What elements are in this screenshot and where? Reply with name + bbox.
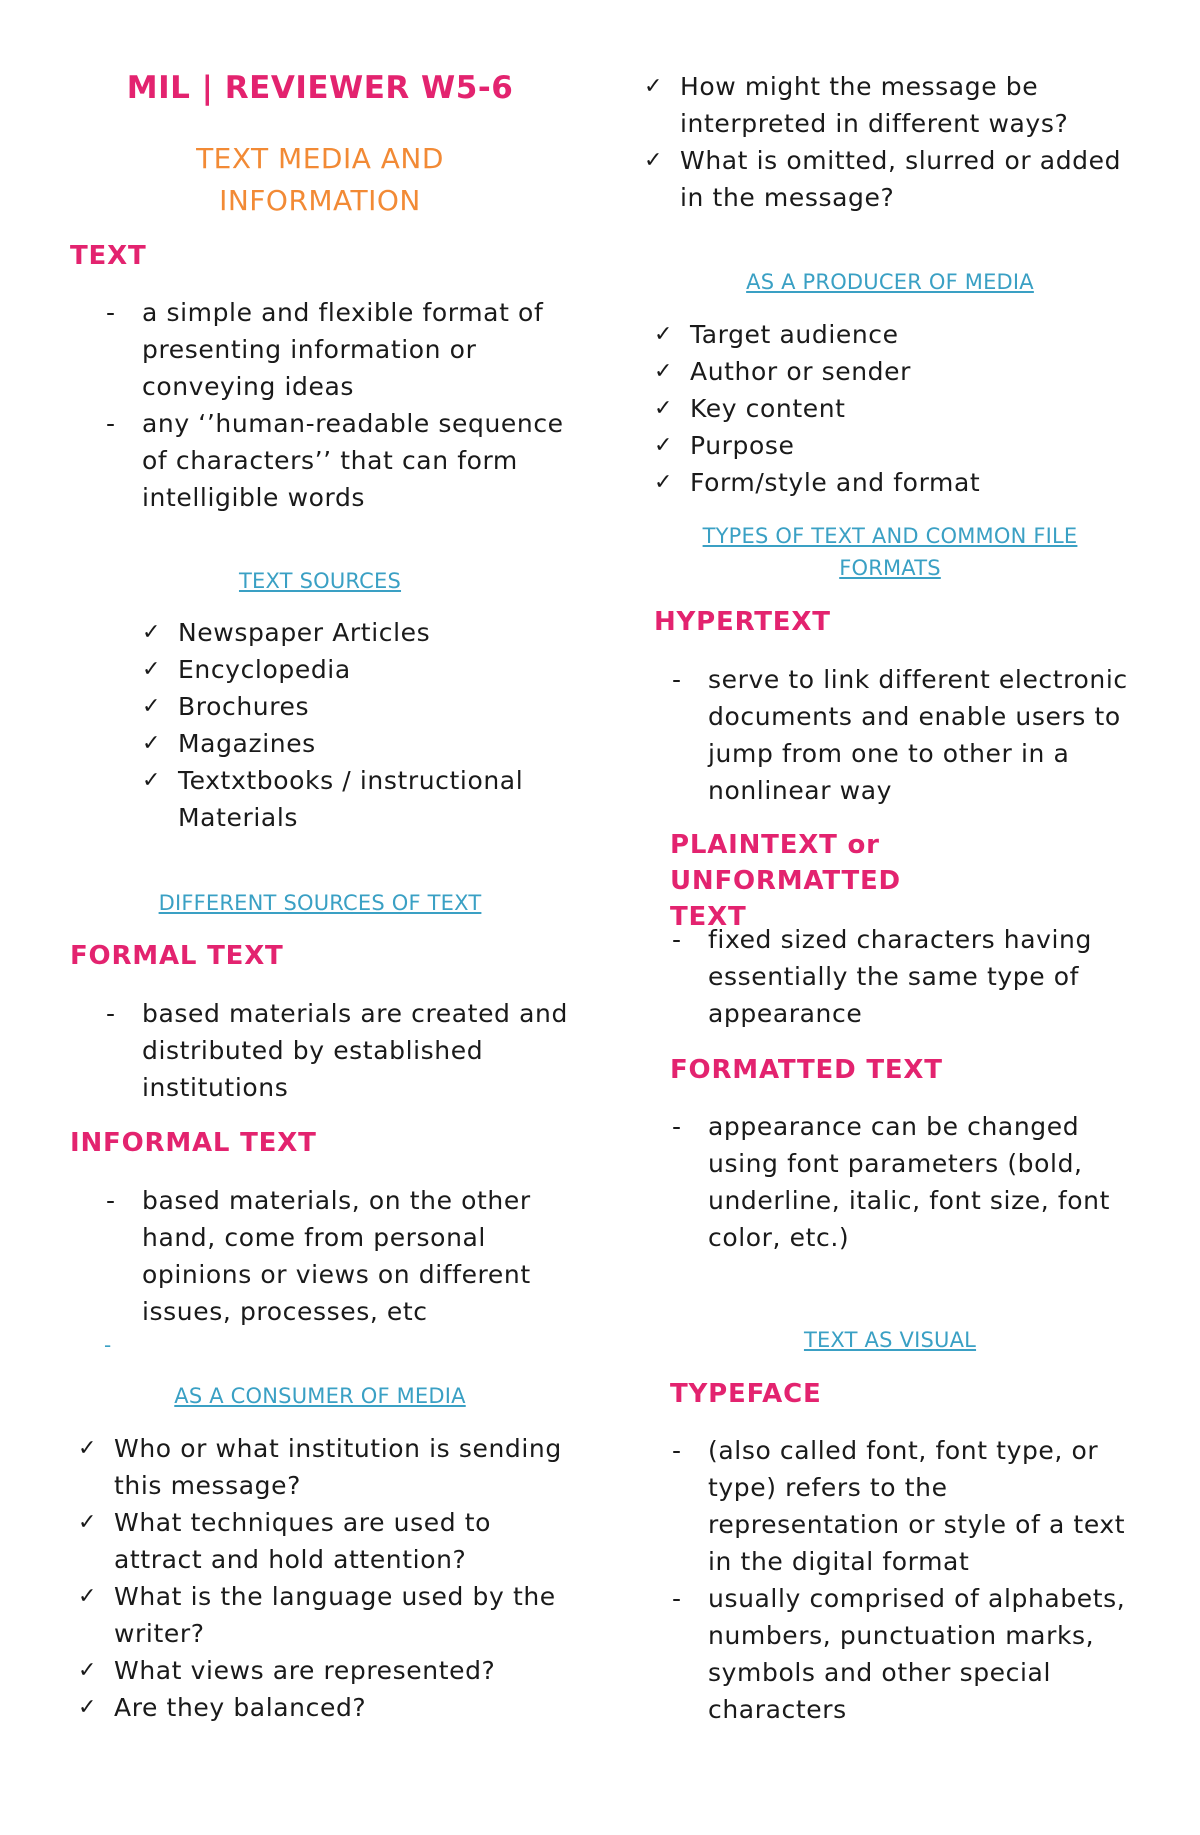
list-item: ✓ Brochures <box>178 688 588 725</box>
list-item: ✓ What views are represented? <box>114 1652 584 1689</box>
list-item: ✓ What is omitted, slurred or added in the message? <box>680 142 1130 216</box>
dash-bullet: - <box>106 298 116 327</box>
list-item: - a simple and flexible format of presenting information or conveying ideas <box>142 294 582 405</box>
check-icon: ✓ <box>654 396 674 421</box>
list-item: ✓ Encyclopedia <box>178 651 588 688</box>
section-link-producer[interactable]: AS A PRODUCER OF MEDIA <box>746 270 1034 294</box>
list-item: ✓ Are they balanced? <box>114 1689 584 1726</box>
section-link-consumer[interactable]: AS A CONSUMER OF MEDIA <box>174 1384 466 1408</box>
heading-typeface: TYPEFACE <box>670 1379 822 1409</box>
consumer-questions-continued-list <box>644 68 1130 216</box>
dash-bullet: - <box>106 999 116 1028</box>
formatted-text-list <box>672 1108 1140 1256</box>
list-item: ✓ Key content <box>690 390 1130 427</box>
typeface-list <box>672 1432 1140 1728</box>
section-link-types-of-text[interactable]: TYPES OF TEXT AND COMMON FILE FORMATS <box>702 524 1078 580</box>
check-icon: ✓ <box>644 148 664 173</box>
list-item: - usually comprised of alphabets, numbers, punctuation marks, symbols and other special characters <box>708 1580 1140 1728</box>
formal-text-list <box>106 995 582 1106</box>
dash-bullet: - <box>672 1112 682 1141</box>
heading-hypertext: HYPERTEXT <box>654 607 831 637</box>
check-icon: ✓ <box>78 1584 98 1609</box>
list-item: ✓ Author or sender <box>690 353 1130 390</box>
plaintext-list <box>672 921 1140 1032</box>
check-icon: ✓ <box>142 731 162 756</box>
check-icon: ✓ <box>654 470 674 495</box>
informal-text-list <box>106 1182 582 1330</box>
check-icon: ✓ <box>654 433 674 458</box>
list-item: ✓ Textxtbooks / instructional Materials <box>178 762 588 836</box>
list-item: - (also called font, font type, or type) refers to the representation or style of a text in the digital format <box>708 1432 1140 1580</box>
dash-bullet: - <box>672 1584 682 1613</box>
check-icon: ✓ <box>142 768 162 793</box>
list-item: - serve to link different electronic documents and enable users to jump from one to other in a nonlinear way <box>708 661 1140 809</box>
text-sources-list <box>142 614 588 836</box>
dash-bullet: - <box>672 925 682 954</box>
dash-bullet: - <box>672 1436 682 1465</box>
dash-bullet: - <box>672 665 682 694</box>
check-icon: ✓ <box>142 657 162 682</box>
check-icon: ✓ <box>78 1658 98 1683</box>
consumer-questions-list <box>78 1430 584 1726</box>
list-item: - based materials, on the other hand, come from personal opinions or views on different issues, processes, etc <box>142 1182 582 1330</box>
dash-bullet: - <box>106 409 116 438</box>
list-item: ✓ Who or what institution is sending this message? <box>114 1430 584 1504</box>
check-icon: ✓ <box>644 74 664 99</box>
list-item: ✓ Magazines <box>178 725 588 762</box>
page-subtitle <box>70 138 570 222</box>
check-icon: ✓ <box>142 620 162 645</box>
section-link-text-as-visual[interactable]: TEXT AS VISUAL <box>803 1328 977 1352</box>
section-link-text-sources[interactable]: TEXT SOURCES <box>238 569 402 593</box>
list-item: ✓ Newspaper Articles <box>178 614 588 651</box>
heading-formatted-text: FORMATTED TEXT <box>670 1055 943 1085</box>
list-item: ✓ How might the message be interpreted in different ways? <box>680 68 1130 142</box>
dash-bullet: - <box>106 1186 116 1215</box>
heading-text: TEXT <box>70 241 147 271</box>
list-item: - based materials are created and distributed by established institutions <box>142 995 582 1106</box>
list-item: ✓ What is the language used by the writer? <box>114 1578 584 1652</box>
list-item: ✓ Form/style and format <box>690 464 1130 501</box>
list-item: - appearance can be changed using font parameters (bold, underline, italic, font size, font color, etc.) <box>708 1108 1140 1256</box>
check-icon: ✓ <box>654 359 674 384</box>
subtitle-line: TEXT MEDIA AND <box>196 142 444 175</box>
check-icon: ✓ <box>78 1436 98 1461</box>
check-icon: ✓ <box>654 322 674 347</box>
list-item: ✓ What techniques are used to attract and hold attention? <box>114 1504 584 1578</box>
stray-dash: - <box>104 1333 112 1357</box>
list-item: ✓ Purpose <box>690 427 1130 464</box>
text-definition-list <box>106 294 582 516</box>
section-link-different-sources[interactable]: DIFFERENT SOURCES OF TEXT <box>158 891 482 915</box>
producer-points-list <box>654 316 1130 501</box>
list-item: ✓ Target audience <box>690 316 1130 353</box>
check-icon: ✓ <box>142 694 162 719</box>
heading-plaintext: PLAINTEXT or UNFORMATTED TEXT <box>670 830 901 932</box>
check-icon: ✓ <box>78 1695 98 1720</box>
list-item: - fixed sized characters having essentially the same type of appearance <box>708 921 1140 1032</box>
page-title: MIL | REVIEWER W5-6 <box>126 70 514 106</box>
hypertext-list <box>672 661 1140 809</box>
heading-formal-text: FORMAL TEXT <box>70 941 284 971</box>
heading-informal-text: INFORMAL TEXT <box>70 1128 317 1158</box>
list-item: - any ‘’human-readable sequence of characters’’ that can form intelligible words <box>142 405 582 516</box>
check-icon: ✓ <box>78 1510 98 1535</box>
subtitle-line: INFORMATION <box>219 184 421 217</box>
